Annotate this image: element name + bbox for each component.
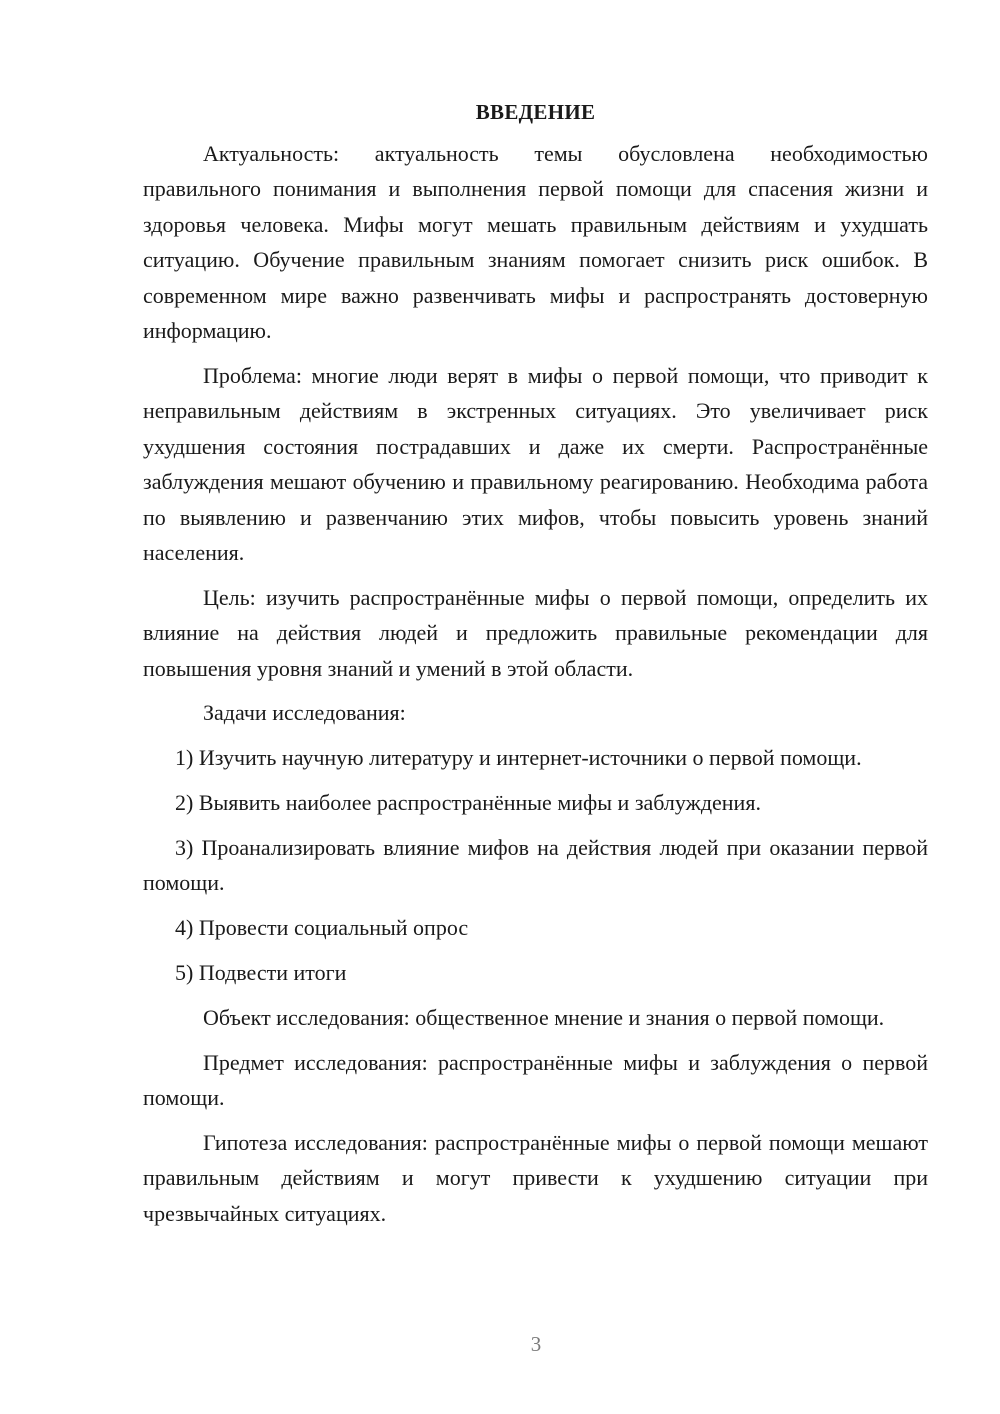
goal-paragraph: Цель: изучить распространённые мифы о первой помощи, определить их влияние на действия людей и предложить правильные рекомендации для повышения уровня знаний и умений в этой области. <box>143 584 928 681</box>
tasks-heading: Задачи исследования: <box>203 700 406 725</box>
problem-paragraph: Проблема: многие люди верят в мифы о первой помощи, что приводит к неправильным действиям в экстренных ситуациях. Это увеличивает риск ухудшения состояния пострадавших и даже их смерти. Распространённые заблуждения мешают обучению и правильному реагированию. Необходима работа по выявлению и развенчанию этих мифов, чтобы повысить уровень знаний населения. <box>143 362 928 565</box>
object-paragraph: Объект исследования: общественное мнение и знания о первой помощи. <box>203 1005 885 1030</box>
section-title: ВВЕДЕНИЕ <box>475 100 596 124</box>
subject-paragraph: Предмет исследования: распространённые мифы и заблуждения о первой помощи. <box>143 1049 928 1110</box>
task-item-5: 5) Подвести итоги <box>175 960 347 985</box>
task-item-2: 2) Выявить наиболее распространённые мифы и заблуждения. <box>175 789 761 815</box>
document-page <box>143 95 928 1240</box>
task-item-3: 3) Проанализировать влияние мифов на действия людей при оказании первой помощи. <box>143 834 928 895</box>
page-number: 3 <box>530 1332 542 1356</box>
hypothesis-paragraph: Гипотеза исследования: распространённые мифы о первой помощи мешают правильным действиям и могут привести к ухудшению ситуации при чрезвычайных ситуациях. <box>143 1129 928 1226</box>
relevance-paragraph: Актуальность: актуальность темы обусловлена необходимостью правильного понимания и выполнения первой помощи для спасения жизни и здоровья человека. Мифы могут мешать правильным действиям и ухудшать ситуацию. Обучение правильным знаниям помогает снизить риск ошибок. В современном мире важно развенчивать мифы и распространять достоверную информацию. <box>143 140 928 343</box>
task-item-1: 1) Изучить научную литературу и интернет-источники о первой помощи. <box>175 744 862 770</box>
task-item-4: 4) Провести социальный опрос <box>175 915 469 940</box>
